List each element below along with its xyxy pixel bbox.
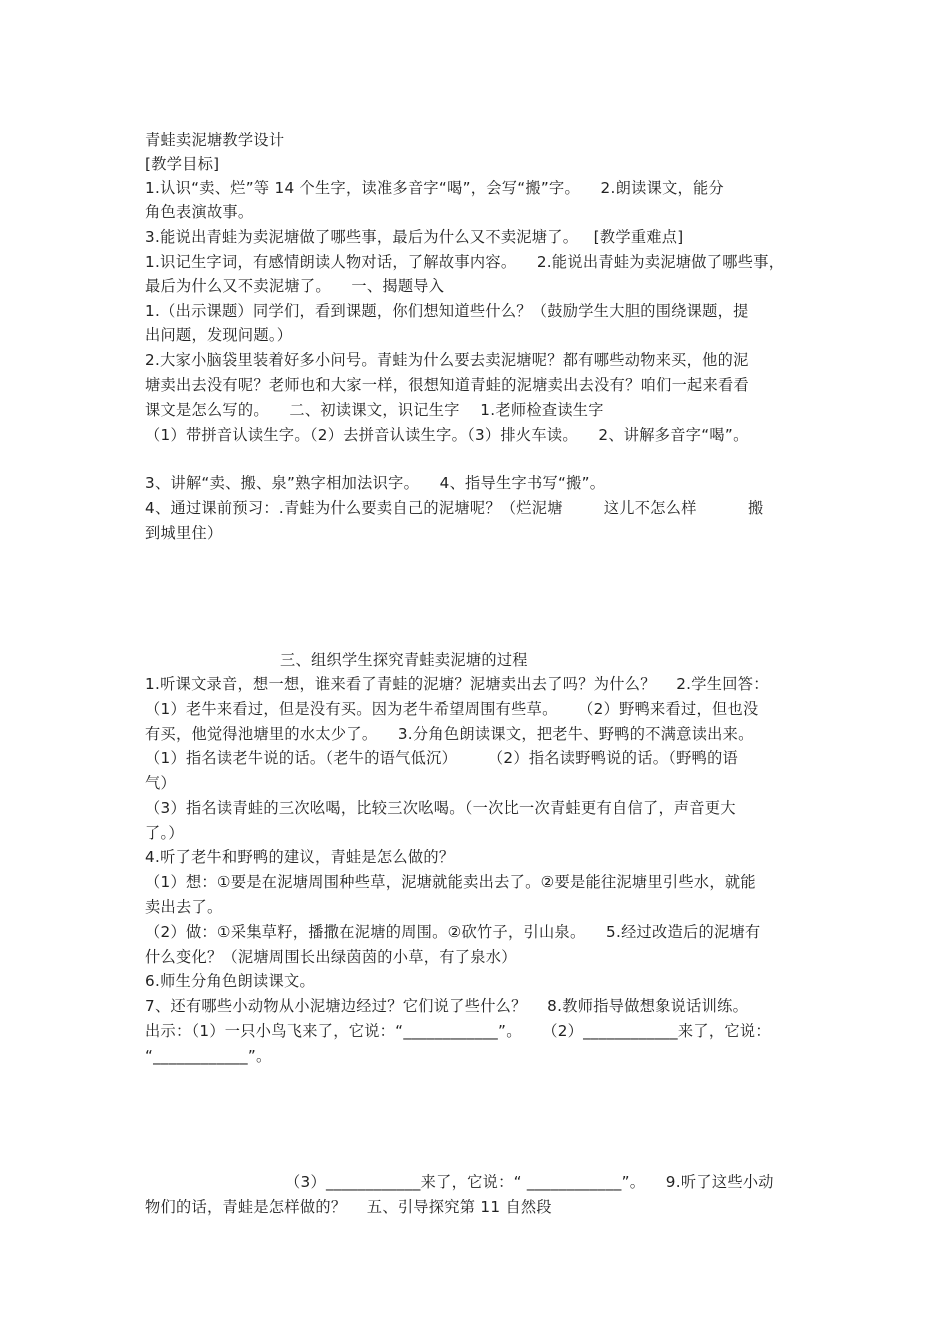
- text-line: 3.能说出青蛙为卖泥塘做了哪些事，最后为什么又不卖泥塘了。 [教学重难点]: [145, 228, 684, 246]
- text-line: 卖出去了。: [145, 898, 223, 916]
- text-line: 到城里住）: [145, 524, 223, 542]
- text-line: （1）老牛来看过，但是没有买。因为老牛希望周围有些草。 （2）野鸭来看过，但也没: [145, 700, 759, 718]
- section-heading: 三、组织学生探究青蛙卖泥塘的过程: [280, 651, 528, 669]
- text-line: （1）指名读老牛说的话。（老牛的语气低沉） （2）指名读野鸭说的话。（野鸭的语: [145, 749, 739, 767]
- text-line: 3、讲解“卖、搬、泉”熟字相加法识字。 4、指导生字书写“搬”。: [145, 474, 606, 492]
- text-line: 物们的话，青蛙是怎样做的？ 五、引导探究第 11 自然段: [145, 1198, 552, 1216]
- text-line: 角色表演故事。: [145, 203, 254, 221]
- text-line: 最后为什么又不卖泥塘了。 一、揭题导入: [145, 277, 445, 295]
- text-line: 1.听课文录音，想一想，谁来看了青蛙的泥塘？泥塘卖出去了吗？为什么？ 2.学生回答：: [145, 675, 769, 693]
- text-line: 4、通过课前预习：.青蛙为什么要卖自己的泥塘呢？（烂泥塘 这儿不怎么样 搬: [145, 499, 764, 517]
- text-line: （3）____________来了，它说：“ ____________”。 9.听了这些小动: [285, 1173, 774, 1191]
- document-title: 青蛙卖泥塘教学设计: [145, 131, 285, 149]
- text-line: 4.听了老牛和野鸭的建议，青蛙是怎么做的？: [145, 848, 455, 866]
- text-line: [教学目标]: [145, 155, 220, 173]
- text-line: 出示：（1）一只小鸟飞来了，它说：“____________”。 （2）____________来了，它说：: [145, 1022, 771, 1040]
- text-line: （3）指名读青蛙的三次吆喝，比较三次吆喝。（一次比一次青蛙更有自信了，声音更大: [145, 799, 736, 817]
- text-line: 气）: [145, 774, 176, 792]
- text-line: 塘卖出去没有呢？老师也和大家一样，很想知道青蛙的泥塘卖出去没有？咱们一起来看看: [145, 376, 750, 394]
- text-line: 什么变化？（泥塘周围长出绿茵茵的小草，有了泉水）: [145, 948, 517, 966]
- text-line: 1.（出示课题）同学们，看到课题，你们想知道些什么？（鼓励学生大胆的围绕课题，提: [145, 302, 749, 320]
- text-line: 出问题，发现问题。）: [145, 326, 293, 344]
- text-line: 课文是怎么写的。 二、初读课文，识记生字 1.老师检查读生字: [145, 401, 604, 419]
- text-line: 2.大家小脑袋里装着好多小问号。青蛙为什么要去卖泥塘呢？都有哪些动物来买，他的泥: [145, 351, 749, 369]
- text-line: 1.认识“卖、烂”等 14 个生字，读准多音字“喝”，会写“搬”字。 2.朗读课文，能分: [145, 179, 725, 197]
- text-line: 了。）: [145, 824, 184, 842]
- text-line: “____________”。: [145, 1047, 272, 1065]
- text-line: 有买，他觉得池塘里的水太少了。 3.分角色朗读课文，把老牛、野鸭的不满意读出来。: [145, 725, 754, 743]
- text-line: （1）带拼音认读生字。（2）去拼音认读生字。（3）排火车读。 2、讲解多音字“喝”。: [145, 426, 749, 444]
- text-line: （2）做：①采集草籽，播撒在泥塘的周围。②砍竹子，引山泉。 5.经过改造后的泥塘有: [145, 923, 761, 941]
- text-line: （1）想：①要是在泥塘周围种些草，泥塘就能卖出去了。②要是能往泥塘里引些水，就能: [145, 873, 756, 891]
- text-line: 6.师生分角色朗读课文。: [145, 972, 315, 990]
- text-line: 7、还有哪些小动物从小泥塘边经过？它们说了些什么？ 8.教师指导做想象说话训练。: [145, 997, 749, 1015]
- text-line: 1.识记生字词，有感情朗读人物对话，了解故事内容。 2.能说出青蛙为卖泥塘做了哪些事，: [145, 253, 785, 271]
